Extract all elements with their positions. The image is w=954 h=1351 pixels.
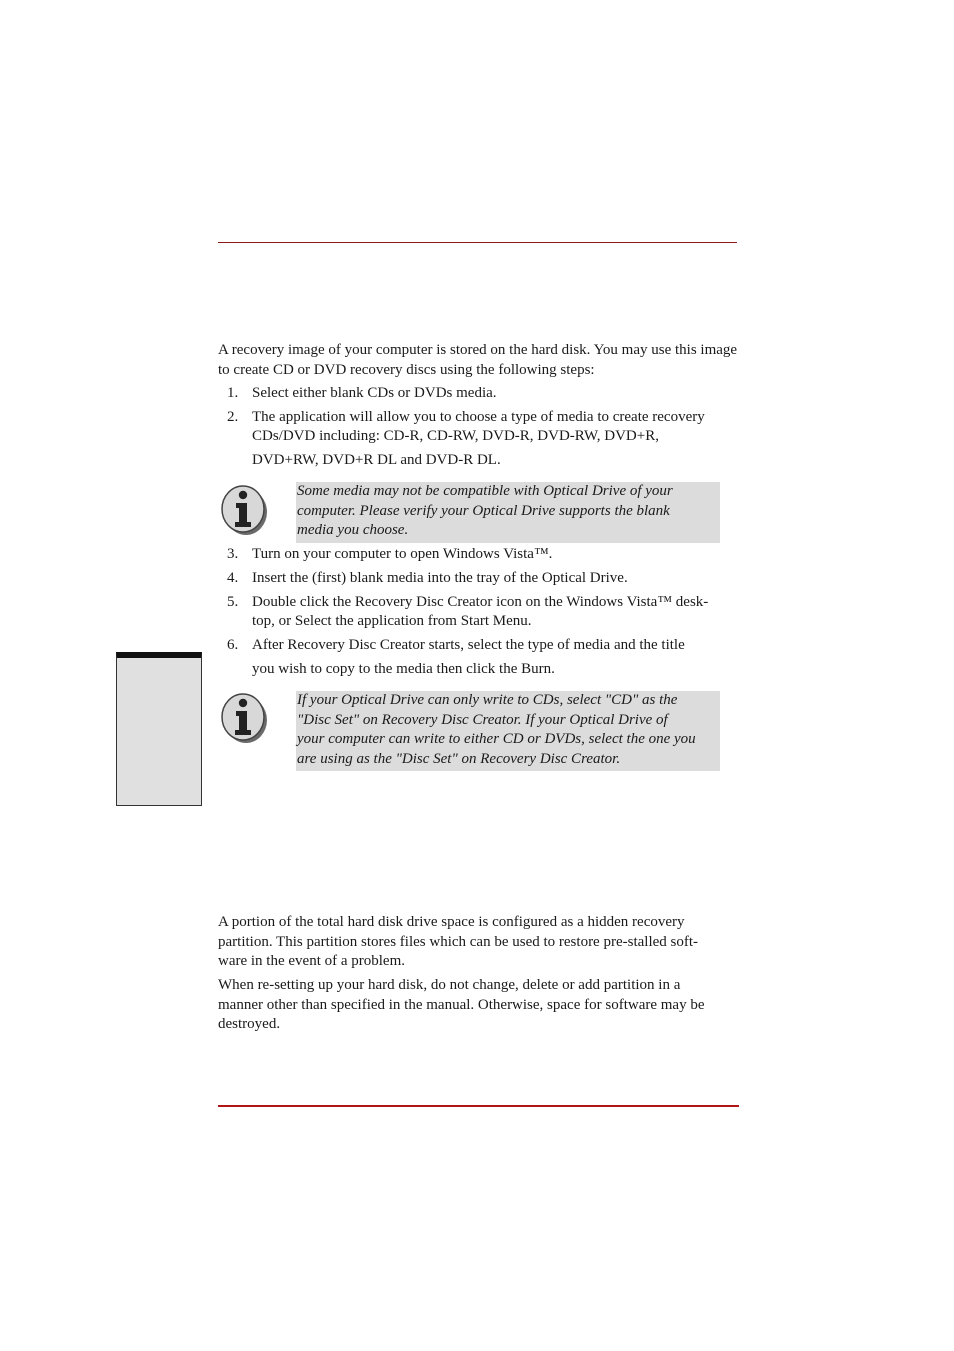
note-line: Some media may not be compatible with Optical Drive of your [297, 483, 673, 499]
partition-warning-paragraph [218, 976, 738, 1035]
paragraph-line: When re-setting up your hard disk, do not change, delete or add partition in a [218, 977, 681, 993]
header-rule [218, 242, 737, 243]
step-text-line: you wish to copy to the media then click the Burn. [252, 661, 555, 677]
step-number: 3. [227, 546, 239, 562]
note-line: are using as the "Disc Set" on Recovery Disc Creator. [297, 750, 621, 767]
step-number: 6. [227, 637, 239, 653]
step-text-line: CDs/DVD including: CD-R, CD-RW, DVD-R, DVD-RW, DVD+R, [252, 428, 659, 444]
step-text-line: top, or Select the application from Start Menu. [252, 613, 532, 629]
info-icon [220, 484, 268, 536]
note-line: media you choose. [297, 522, 409, 538]
recovery-intro-paragraph: A recovery image of your computer is stored on the hard disk. You may use this image to create CD or DVD recovery discs using the following steps: [218, 342, 738, 378]
step-text-line: The application will allow you to choose a type of media to create recovery [252, 409, 705, 425]
step-number: 2. [227, 409, 239, 425]
step-number: 4. [227, 570, 239, 586]
note-line: If your Optical Drive can only write to CDs, select "CD" as the [297, 692, 678, 708]
step-text-line: Double click the Recovery Disc Creator icon on the Windows Vista™ desk- [252, 594, 709, 610]
info-icon [220, 692, 268, 744]
step-number: 5. [227, 594, 239, 610]
step-number: 1. [227, 385, 239, 401]
note-line: computer. Please verify your Optical Drive supports the blank [297, 502, 670, 519]
step-text: Insert the (first) blank media into the tray of the Optical Drive. [252, 570, 628, 586]
hidden-partition-paragraph [218, 913, 738, 972]
paragraph-line: manner other than specified in the manual. Otherwise, space for software may be [218, 996, 705, 1013]
note-line: "Disc Set" on Recovery Disc Creator. If your Optical Drive of [297, 711, 668, 728]
step-text-line: DVD+RW, DVD+R DL and DVD-R DL. [252, 452, 501, 468]
step-text-line: After Recovery Disc Creator starts, select the type of media and the title [252, 637, 685, 653]
chapter-side-tab [116, 652, 202, 806]
footer-rule [218, 1105, 739, 1107]
note-box [296, 482, 720, 543]
paragraph-line: destroyed. [218, 1016, 281, 1032]
step-text: Turn on your computer to open Windows Vista™. [252, 546, 553, 562]
paragraph-line: A portion of the total hard disk drive space is configured as a hidden recovery [218, 914, 685, 930]
step-text: Select either blank CDs or DVDs media. [252, 385, 497, 401]
paragraph-line: ware in the event of a problem. [218, 953, 406, 969]
paragraph-line: partition. This partition stores files which can be used to restore pre-stalled soft- [218, 933, 699, 950]
note-line: your computer can write to either CD or DVDs, select the one you [297, 731, 696, 747]
note-box [296, 691, 720, 771]
